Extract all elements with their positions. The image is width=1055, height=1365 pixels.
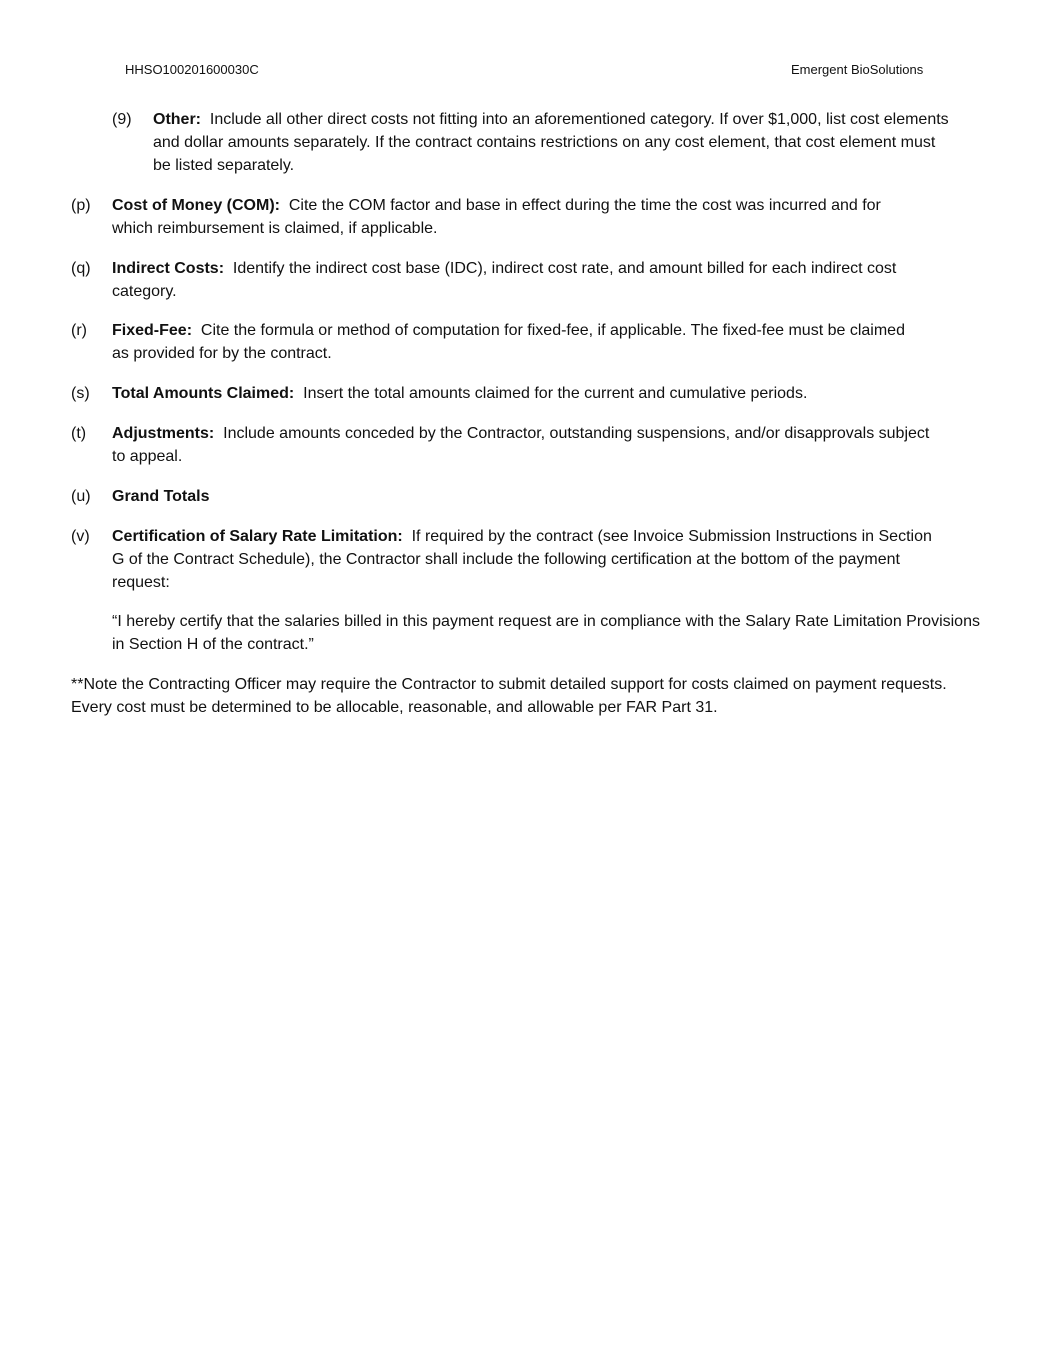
item-heading: Cost of Money (COM): (112, 197, 280, 214)
item-number: (9) (112, 111, 132, 128)
item-text: Insert the total amounts claimed for the current and cumulative periods. (303, 385, 808, 402)
item-heading: Adjustments: (112, 425, 215, 442)
certification-quote: “I hereby certify that the salaries billed in this payment request are in compliance with the Salary Rate Limitation Provisions in Section H of the contract.” (112, 613, 980, 653)
item-heading: Fixed-Fee: (112, 322, 193, 339)
item-number: (p) (71, 197, 91, 214)
list-item-v (0, 525, 1055, 595)
item-heading: Certification of Salary Rate Limitation: (112, 528, 403, 545)
item-number: (r) (71, 322, 87, 339)
item-body (112, 485, 992, 508)
item-heading: Indirect Costs: (112, 260, 225, 277)
item-body (112, 194, 922, 240)
footnote: **Note the Contracting Officer may require the Contractor to submit detailed support for costs claimed on payment requests. Every cost must be determined to be allocable, reasonable, and allowable per FAR Part 31. (71, 676, 947, 716)
list-item-u (0, 485, 1055, 508)
item-number: (t) (71, 425, 87, 442)
list-item-q (0, 257, 1055, 303)
item-heading: Grand Totals (112, 488, 210, 505)
item-text: Cite the formula or method of computation for fixed-fee, if applicable. The fixed-fee must be claimed as provided for by the contract. (112, 322, 905, 362)
item-body (112, 257, 962, 303)
item-text: Identify the indirect cost base (IDC), indirect cost rate, and amount billed for each indirect cost category. (112, 260, 897, 300)
item-body (112, 525, 937, 594)
item-number: (s) (71, 385, 90, 402)
list-item-9 (0, 108, 1055, 178)
list-item-s (0, 382, 1055, 405)
item-text: Cite the COM factor and base in effect during the time the cost was incurred and for which reimbursement is claimed, if applicable. (112, 197, 881, 237)
list-item-t (0, 422, 1055, 468)
list-item-p (0, 194, 1055, 240)
contract-number: HHSO100201600030C (125, 62, 259, 77)
item-body (112, 422, 942, 468)
item-text: If required by the contract (see Invoice Submission Instructions in Section G of the Contract Schedule), the Contractor shall include the following certification at the bottom of the payment request: (112, 528, 932, 591)
item-body (153, 108, 953, 177)
item-number: (q) (71, 260, 91, 277)
company-name: Emergent BioSolutions (791, 62, 924, 77)
item-body (112, 319, 917, 365)
item-heading: Other: (153, 111, 201, 128)
item-heading: Total Amounts Claimed: (112, 385, 295, 402)
item-body (112, 382, 992, 405)
list-item-r (0, 319, 1055, 365)
item-number: (u) (71, 488, 91, 505)
item-text: Include amounts conceded by the Contractor, outstanding suspensions, and/or disapprovals subject to appeal. (112, 425, 930, 465)
item-number: (v) (71, 528, 90, 545)
item-text: Include all other direct costs not fitting into an aforementioned category. If over $1,000, list cost elements and dollar amounts separately. If the contract contains restrictions on any cost element, that cost element must be listed separately. (153, 111, 949, 174)
